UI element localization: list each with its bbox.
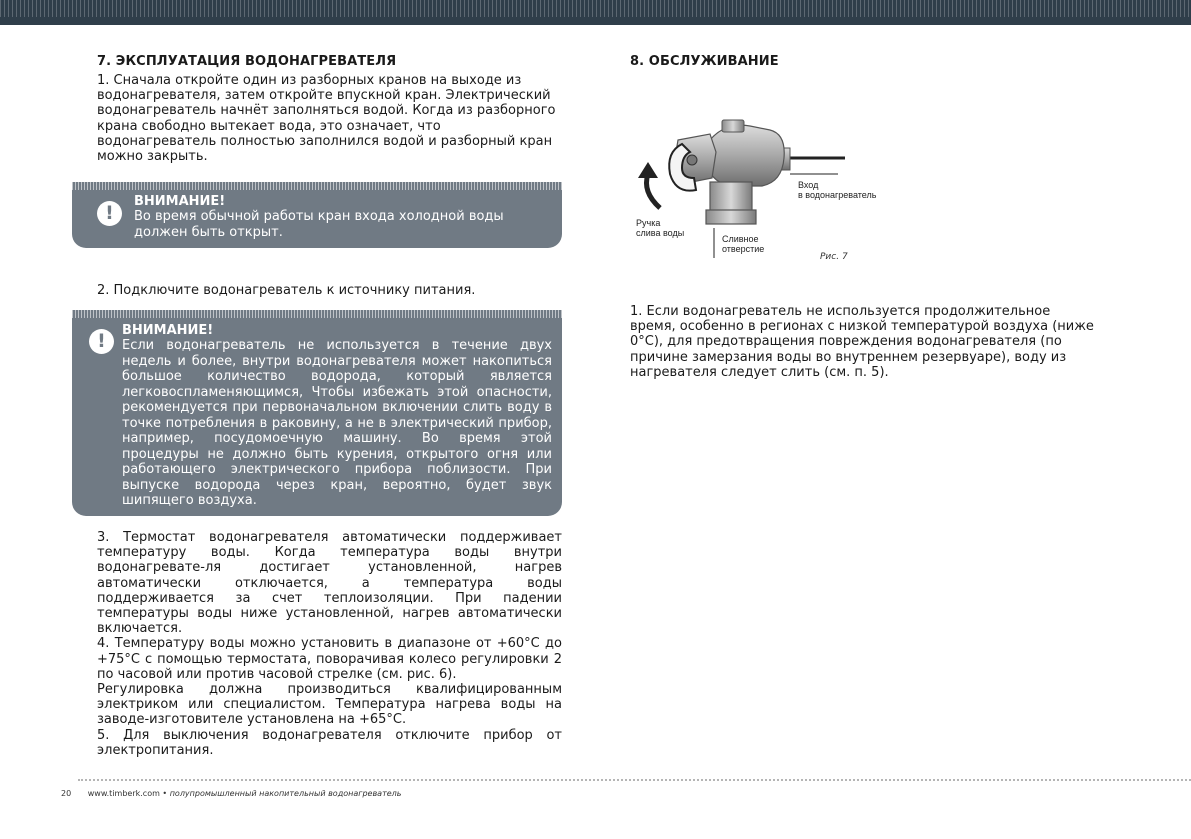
figure-label-drain: Сливное отверстие bbox=[722, 234, 765, 254]
figure-label-inlet: Вход в водонагреватель bbox=[798, 180, 877, 200]
warning-2-text: Если водонагреватель не используется в течение двух недель и более, внутри водонагревателя может накопиться большое количество водорода, который является легковоспламеняющимся, Чтобы избежать этой опасности, рекомендуется при первоначальном включении слить воду в точке потребления в раковину, а не в электрический прибор, например, посудомоечную машину. Во время этой процедуры не должно быть курения, открытого огня или работающего электрического прибора поблизости. При выпуске водорода через кран, вероятно, будет звук шипящего воздуха. bbox=[122, 338, 552, 508]
section-7-paragraph-3: 3. Термостат водонагревателя автоматически поддерживает температуру воды. Когда температура воды внутри водонагревате-ля достигает установленной, нагрев автоматически отключается, а температура воды поддерживается за счет теплоизоляции. При падении температуры воды ниже установленной, нагрев автоматически включается. bbox=[97, 530, 562, 637]
section-8-paragraph-1: 1. Если водонагреватель не используется продолжительное время, особенно в регионах с низкой температурой воздуха (ниже 0°C), для предотвращения повреждения водонагревателя (по причине замерзания воды во внутреннем резервуаре), воду из нагревателя следует слить (см. п. 5). bbox=[630, 304, 1094, 380]
top-decorative-bar bbox=[0, 0, 1191, 25]
warning-box-2 bbox=[72, 310, 562, 516]
drain-valve-figure bbox=[630, 112, 910, 272]
page-number: 20 bbox=[61, 789, 72, 798]
figure-caption: Рис. 7 bbox=[820, 252, 848, 262]
footer-tagline: полупромышленный накопительный водонагреватель bbox=[169, 789, 402, 798]
section-7-paragraph-1: 1. Сначала откройте один из разборных кранов на выходе из водонагревателя, затем откройте впускной кран. Электрический водонагреватель начнёт заполняться водой. Когда из разборного крана свободно вытекает вода, это означает, что водонагреватель полностью заполнился водой и разборный кран можно закрыть. bbox=[97, 73, 556, 165]
warning-1-text: Во время обычной работы кран входа холодной воды должен быть открыт. bbox=[134, 209, 504, 240]
footer-divider bbox=[78, 779, 1191, 781]
warning-1-title: ВНИМАНИЕ! bbox=[134, 194, 226, 209]
warning-box-1 bbox=[72, 182, 562, 248]
section-7-title: 7. ЭКСПЛУАТАЦИЯ ВОДОНАГРЕВАТЕЛЯ bbox=[97, 54, 397, 69]
page-footer bbox=[61, 789, 401, 798]
section-7-paragraph-2: 2. Подключите водонагреватель к источнику питания. bbox=[97, 283, 476, 298]
warning-2-title: ВНИМАНИЕ! bbox=[122, 323, 214, 338]
section-8-title: 8. ОБСЛУЖИВАНИЕ bbox=[630, 54, 779, 69]
figure-label-handle: Ручка слива воды bbox=[636, 218, 685, 238]
section-7-paragraph-4b: Регулировка должна производиться квалифицированным электриком или специалистом. Температура нагрева воды на заводе-изготовителе установлена на +65°C. bbox=[97, 682, 562, 728]
exclamation-icon: ! bbox=[97, 201, 122, 226]
exclamation-icon: ! bbox=[89, 329, 114, 354]
section-7-paragraph-4: 4. Температуру воды можно установить в диапазоне от +60°C до +75°C с помощью термостата, поворачивая колесо регулировки 2 по часовой или против часовой стрелке (см. рис. 6). bbox=[97, 636, 562, 682]
section-7-paragraph-5: 5. Для выключения водонагревателя отключите прибор от электропитания. bbox=[97, 727, 562, 758]
footer-separator: • bbox=[159, 789, 170, 798]
footer-site-link[interactable]: www.timberk.com bbox=[87, 789, 160, 798]
